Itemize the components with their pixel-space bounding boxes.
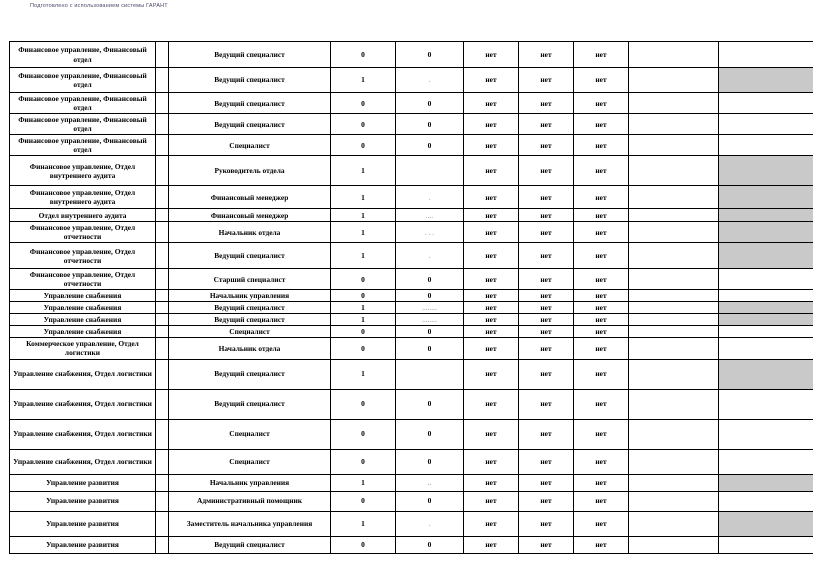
- table-cell: Специалист: [169, 419, 331, 449]
- table-cell: 0: [331, 389, 396, 419]
- table-cell: [156, 474, 169, 491]
- table-cell: 0: [396, 326, 464, 338]
- table-cell: [156, 449, 169, 474]
- table-cell: [629, 536, 719, 553]
- table-cell: 1: [331, 474, 396, 491]
- table-cell: [156, 302, 169, 314]
- table-cell: Управление снабжения, Отдел логистики: [10, 359, 156, 389]
- table-cell: [629, 269, 719, 290]
- table-cell: [629, 290, 719, 302]
- table-cell: [629, 449, 719, 474]
- table-row: [10, 338, 813, 359]
- table-cell: Заместитель начальника управления: [169, 511, 331, 536]
- table-cell: 1: [331, 314, 396, 326]
- table-cell: нет: [574, 389, 629, 419]
- table-cell: 0: [396, 290, 464, 302]
- table-cell: [719, 243, 813, 269]
- table-row: [10, 536, 813, 553]
- table-cell: [156, 42, 169, 68]
- table-cell: Ведущий специалист: [169, 389, 331, 419]
- table-cell: Управление снабжения, Отдел логистики: [10, 419, 156, 449]
- table-cell: нет: [574, 222, 629, 243]
- table-cell: нет: [464, 338, 519, 359]
- table-cell: [719, 326, 813, 338]
- table-row: [10, 243, 813, 269]
- table-cell: 0: [331, 326, 396, 338]
- table-cell: нет: [464, 419, 519, 449]
- table-cell: нет: [464, 135, 519, 156]
- table-row: [10, 491, 813, 511]
- table-cell: [156, 209, 169, 222]
- table-cell: Ведущий специалист: [169, 359, 331, 389]
- table-cell: [156, 511, 169, 536]
- table-cell: нет: [519, 209, 574, 222]
- table-cell: нет: [464, 222, 519, 243]
- table-cell: 0: [396, 338, 464, 359]
- table-cell: Начальник отдела: [169, 222, 331, 243]
- table-cell: Управление развития: [10, 491, 156, 511]
- table-cell: Управление снабжения: [10, 326, 156, 338]
- table-cell: 0: [396, 114, 464, 135]
- table-cell: [629, 359, 719, 389]
- table-row: [10, 302, 813, 314]
- table-cell: [719, 474, 813, 491]
- table-cell: Финансовое управление, Финансовый отдел: [10, 135, 156, 156]
- table-cell: [629, 135, 719, 156]
- table-cell: нет: [464, 474, 519, 491]
- table-cell: нет: [519, 491, 574, 511]
- table-cell: нет: [519, 114, 574, 135]
- table-cell: 0: [331, 419, 396, 449]
- table-cell: Начальник отдела: [169, 338, 331, 359]
- table-cell: нет: [519, 42, 574, 68]
- table-row: [10, 135, 813, 156]
- table-cell: [629, 114, 719, 135]
- table-cell: .: [396, 186, 464, 209]
- table-cell: 1: [331, 68, 396, 93]
- table-cell: нет: [464, 42, 519, 68]
- table-cell: 1: [331, 511, 396, 536]
- table-cell: нет: [519, 449, 574, 474]
- table-cell: 0: [331, 269, 396, 290]
- table-cell: .: [396, 68, 464, 93]
- table-cell: Управление развития: [10, 536, 156, 553]
- table-cell: нет: [574, 474, 629, 491]
- table-cell: [719, 290, 813, 302]
- table-cell: нет: [574, 42, 629, 68]
- table-cell: 1: [331, 209, 396, 222]
- table-cell: нет: [464, 290, 519, 302]
- table-cell: нет: [464, 536, 519, 553]
- table-cell: Финансовое управление, Отдел отчетности: [10, 222, 156, 243]
- table-cell: Старший специалист: [169, 269, 331, 290]
- table-cell: ..: [396, 474, 464, 491]
- table-cell: [156, 326, 169, 338]
- table-row: [10, 42, 813, 68]
- table-cell: [629, 68, 719, 93]
- table-cell: [629, 314, 719, 326]
- table-cell: нет: [574, 135, 629, 156]
- table-cell: нет: [574, 269, 629, 290]
- table-cell: [156, 156, 169, 186]
- table-cell: [629, 511, 719, 536]
- table-cell: Финансовое управление, Финансовый отдел: [10, 68, 156, 93]
- table-row: [10, 222, 813, 243]
- table-cell: нет: [464, 326, 519, 338]
- table-cell: нет: [519, 68, 574, 93]
- table-cell: [629, 338, 719, 359]
- table-cell: [719, 42, 813, 68]
- table-cell: 0: [331, 338, 396, 359]
- table-cell: нет: [464, 302, 519, 314]
- table-cell: нет: [519, 93, 574, 114]
- table-cell: нет: [574, 511, 629, 536]
- table-cell: нет: [519, 290, 574, 302]
- table-cell: Специалист: [169, 449, 331, 474]
- table-cell: [719, 491, 813, 511]
- table-cell: [719, 389, 813, 419]
- table-cell: [719, 68, 813, 93]
- table-cell: Начальник управления: [169, 474, 331, 491]
- table-cell: Управление снабжения, Отдел логистики: [10, 389, 156, 419]
- table-cell: нет: [519, 389, 574, 419]
- table-cell: Финансовый менеджер: [169, 186, 331, 209]
- table-cell: Ведущий специалист: [169, 114, 331, 135]
- table-cell: Управление развития: [10, 474, 156, 491]
- table-cell: [719, 186, 813, 209]
- table-cell: нет: [464, 511, 519, 536]
- table-cell: [719, 419, 813, 449]
- table-row: [10, 290, 813, 302]
- table-cell: нет: [574, 449, 629, 474]
- table-cell: Ведущий специалист: [169, 42, 331, 68]
- table-row: [10, 359, 813, 389]
- table-cell: нет: [574, 93, 629, 114]
- table-cell: нет: [464, 93, 519, 114]
- table-cell: нет: [574, 491, 629, 511]
- table-cell: нет: [519, 359, 574, 389]
- table-cell: Финансовое управление, Финансовый отдел: [10, 93, 156, 114]
- table-cell: [629, 93, 719, 114]
- table-cell: нет: [464, 68, 519, 93]
- table-cell: [719, 338, 813, 359]
- table-cell: [156, 359, 169, 389]
- table-cell: нет: [574, 209, 629, 222]
- table-cell: 0: [331, 536, 396, 553]
- table-cell: [719, 209, 813, 222]
- table-cell: нет: [519, 511, 574, 536]
- table-cell: нет: [519, 338, 574, 359]
- table-cell: нет: [519, 269, 574, 290]
- table-row: [10, 269, 813, 290]
- table-cell: нет: [519, 186, 574, 209]
- table-cell: нет: [519, 474, 574, 491]
- table-cell: Административный помощник: [169, 491, 331, 511]
- table-row: [10, 326, 813, 338]
- table-cell: [719, 269, 813, 290]
- table-cell: [629, 326, 719, 338]
- table-cell: 0: [331, 93, 396, 114]
- table-cell: нет: [519, 156, 574, 186]
- table-cell: нет: [519, 222, 574, 243]
- table-cell: нет: [574, 326, 629, 338]
- table-cell: 0: [396, 93, 464, 114]
- table-cell: 0: [331, 290, 396, 302]
- table-cell: [629, 389, 719, 419]
- table-row: [10, 449, 813, 474]
- table-cell: [629, 243, 719, 269]
- table-cell: нет: [464, 449, 519, 474]
- table-cell: 0: [331, 42, 396, 68]
- table-cell: [629, 222, 719, 243]
- table-cell: нет: [574, 114, 629, 135]
- table-cell: Управление снабжения: [10, 290, 156, 302]
- table-row: [10, 389, 813, 419]
- table-cell: нет: [519, 536, 574, 553]
- table-cell: нет: [464, 491, 519, 511]
- table-cell: 1: [331, 302, 396, 314]
- table-cell: .: [396, 243, 464, 269]
- table-cell: [719, 511, 813, 536]
- table-cell: 1: [331, 222, 396, 243]
- table-cell: Ведущий специалист: [169, 302, 331, 314]
- table-cell: [156, 491, 169, 511]
- staffing-table-wrapper: [9, 41, 805, 554]
- table-cell: [629, 491, 719, 511]
- table-cell: нет: [519, 135, 574, 156]
- table-cell: нет: [519, 314, 574, 326]
- table-cell: [719, 359, 813, 389]
- table-cell: нет: [574, 68, 629, 93]
- table-cell: [719, 302, 813, 314]
- table-cell: [156, 269, 169, 290]
- table-cell: 0: [396, 135, 464, 156]
- table-row: [10, 186, 813, 209]
- table-cell: нет: [574, 536, 629, 553]
- table-row: [10, 419, 813, 449]
- table-cell: [156, 93, 169, 114]
- table-cell: нет: [464, 156, 519, 186]
- table-cell: нет: [574, 302, 629, 314]
- table-cell: [719, 449, 813, 474]
- table-cell: нет: [464, 359, 519, 389]
- table-cell: [719, 222, 813, 243]
- table-cell: нет: [574, 186, 629, 209]
- table-cell: нет: [574, 419, 629, 449]
- table-cell: Финансовое управление, Отдел отчетности: [10, 269, 156, 290]
- table-cell: нет: [574, 243, 629, 269]
- table-cell: Управление снабжения: [10, 302, 156, 314]
- table-cell: [396, 156, 464, 186]
- table-cell: 0: [396, 449, 464, 474]
- table-row: [10, 209, 813, 222]
- table-cell: . . .: [396, 222, 464, 243]
- table-cell: ........: [396, 302, 464, 314]
- table-cell: 0: [331, 114, 396, 135]
- table-cell: 0: [396, 42, 464, 68]
- table-cell: Управление развития: [10, 511, 156, 536]
- table-cell: .: [396, 511, 464, 536]
- table-cell: Коммерческое управление, Отдел логистики: [10, 338, 156, 359]
- table-cell: Управление снабжения: [10, 314, 156, 326]
- table-cell: [629, 209, 719, 222]
- staffing-table-body: [10, 42, 813, 554]
- table-row: [10, 156, 813, 186]
- table-cell: нет: [574, 359, 629, 389]
- table-cell: нет: [519, 302, 574, 314]
- table-cell: нет: [519, 243, 574, 269]
- table-cell: [629, 186, 719, 209]
- table-cell: нет: [574, 290, 629, 302]
- table-cell: Руководитель отдела: [169, 156, 331, 186]
- table-cell: 1: [331, 243, 396, 269]
- table-cell: Финансовое управление, Отдел отчетности: [10, 243, 156, 269]
- table-cell: 0: [396, 269, 464, 290]
- table-cell: нет: [464, 186, 519, 209]
- table-cell: 0: [331, 449, 396, 474]
- table-cell: 1: [331, 156, 396, 186]
- table-row: [10, 511, 813, 536]
- table-cell: [156, 186, 169, 209]
- table-cell: 0: [396, 419, 464, 449]
- table-cell: [629, 156, 719, 186]
- table-cell: [719, 536, 813, 553]
- table-cell: [156, 419, 169, 449]
- table-row: [10, 93, 813, 114]
- table-cell: [156, 135, 169, 156]
- table-cell: Финансовый менеджер: [169, 209, 331, 222]
- table-cell: Финансовое управление, Отдел внутреннего аудита: [10, 156, 156, 186]
- table-cell: ........: [396, 314, 464, 326]
- table-cell: [719, 314, 813, 326]
- table-cell: Финансовое управление, Финансовый отдел: [10, 114, 156, 135]
- table-cell: [629, 302, 719, 314]
- table-cell: Ведущий специалист: [169, 68, 331, 93]
- table-cell: нет: [464, 389, 519, 419]
- table-cell: [719, 114, 813, 135]
- table-cell: нет: [464, 243, 519, 269]
- table-cell: 0: [396, 491, 464, 511]
- table-cell: нет: [464, 114, 519, 135]
- table-cell: Специалист: [169, 135, 331, 156]
- table-cell: 0: [331, 135, 396, 156]
- table-cell: 0: [331, 491, 396, 511]
- table-cell: Ведущий специалист: [169, 314, 331, 326]
- table-row: [10, 314, 813, 326]
- table-cell: [719, 156, 813, 186]
- table-cell: нет: [574, 314, 629, 326]
- table-cell: нет: [519, 419, 574, 449]
- staffing-table: [9, 41, 813, 554]
- table-cell: [629, 419, 719, 449]
- table-cell: Управление снабжения, Отдел логистики: [10, 449, 156, 474]
- table-cell: нет: [464, 209, 519, 222]
- table-cell: [629, 474, 719, 491]
- table-cell: нет: [574, 338, 629, 359]
- table-cell: Ведущий специалист: [169, 243, 331, 269]
- table-cell: ....: [396, 209, 464, 222]
- table-cell: Ведущий специалист: [169, 93, 331, 114]
- table-cell: 0: [396, 389, 464, 419]
- table-cell: 1: [331, 186, 396, 209]
- table-cell: Ведущий специалист: [169, 536, 331, 553]
- table-cell: [156, 290, 169, 302]
- table-cell: Специалист: [169, 326, 331, 338]
- table-cell: 0: [396, 536, 464, 553]
- table-cell: Финансовое управление, Отдел внутреннего аудита: [10, 186, 156, 209]
- table-cell: Отдел внутреннего аудита: [10, 209, 156, 222]
- table-cell: нет: [574, 156, 629, 186]
- table-cell: Финансовое управление, Финансовый отдел: [10, 42, 156, 68]
- table-cell: [396, 359, 464, 389]
- table-cell: [156, 536, 169, 553]
- table-cell: нет: [519, 326, 574, 338]
- table-row: [10, 114, 813, 135]
- table-row: [10, 68, 813, 93]
- table-cell: [156, 338, 169, 359]
- table-row: [10, 474, 813, 491]
- table-cell: [156, 114, 169, 135]
- table-cell: 1: [331, 359, 396, 389]
- table-cell: [156, 243, 169, 269]
- table-cell: [156, 222, 169, 243]
- garant-watermark-note: Подготовлено с использованием системы ГАРАНТ: [30, 3, 168, 9]
- table-cell: нет: [464, 269, 519, 290]
- table-cell: [719, 135, 813, 156]
- table-cell: [629, 42, 719, 68]
- table-cell: [156, 68, 169, 93]
- table-cell: [719, 93, 813, 114]
- table-cell: нет: [464, 314, 519, 326]
- table-cell: [156, 314, 169, 326]
- table-cell: Начальник управления: [169, 290, 331, 302]
- table-cell: [156, 389, 169, 419]
